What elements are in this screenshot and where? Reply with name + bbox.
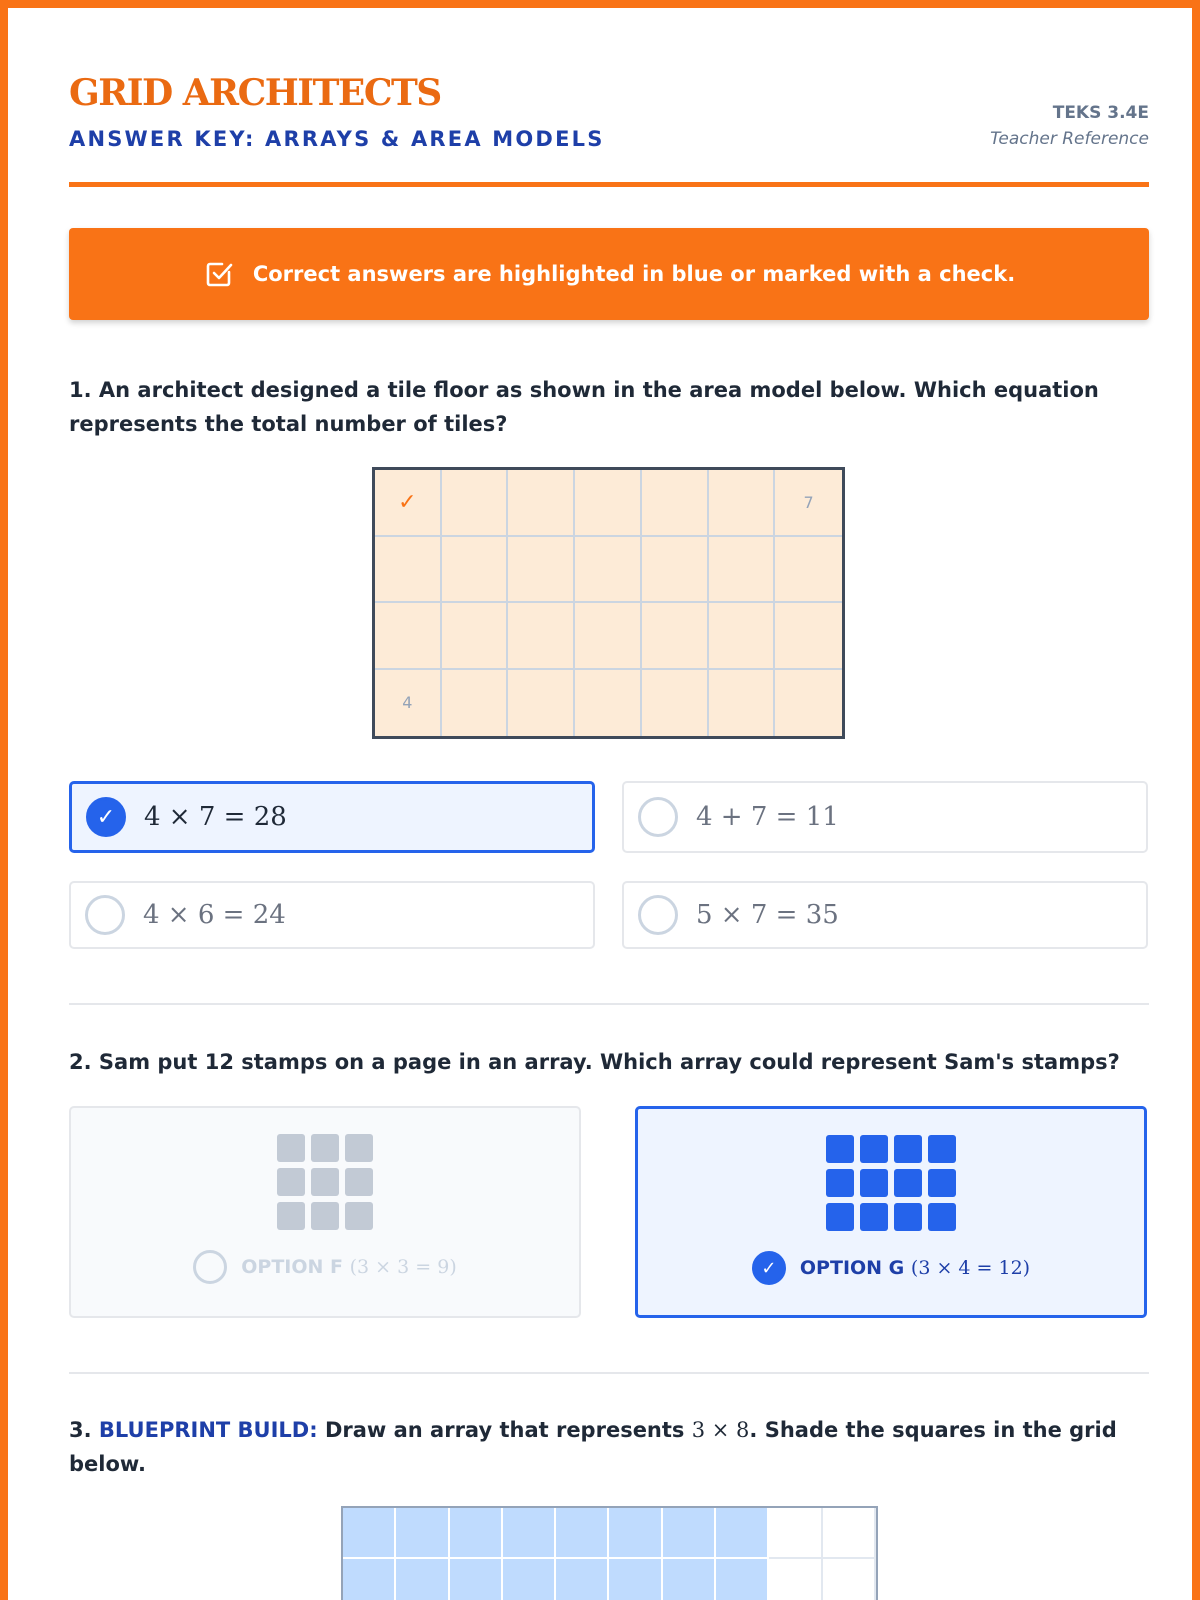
option-f-name: OPTION F xyxy=(241,1256,344,1278)
standard-code: TEKS 3.4E xyxy=(1052,103,1149,123)
stamp-square xyxy=(928,1203,956,1231)
area-grid-cell xyxy=(642,537,709,604)
blueprint-cell-shaded[interactable] xyxy=(343,1508,396,1559)
blueprint-cell-shaded[interactable] xyxy=(663,1508,716,1559)
area-grid-cell xyxy=(709,670,776,737)
stamp-square xyxy=(345,1202,373,1230)
question-3-text xyxy=(69,1413,1149,1481)
answer-key-banner xyxy=(69,228,1149,320)
option-f-equation: (3 × 3 = 9) xyxy=(349,1256,457,1278)
stamp-square xyxy=(345,1168,373,1196)
area-grid-cell xyxy=(575,670,642,737)
area-grid-cell xyxy=(375,603,442,670)
stamp-square xyxy=(894,1203,922,1231)
audience-label: Teacher Reference xyxy=(990,129,1149,149)
blueprint-cell-shaded[interactable] xyxy=(609,1508,662,1559)
radio-icon xyxy=(85,895,125,935)
area-grid-cell xyxy=(642,603,709,670)
area-grid-cell xyxy=(442,603,509,670)
blueprint-cell-shaded[interactable] xyxy=(396,1508,449,1559)
stamp-square xyxy=(860,1169,888,1197)
area-grid-cell xyxy=(709,603,776,670)
section-divider xyxy=(69,1372,1149,1374)
q3-text-after: . Shade the squares in the grid below. xyxy=(69,1418,1117,1476)
q1-option-c-text: 4 × 6 = 24 xyxy=(143,900,286,930)
area-grid-cell xyxy=(442,537,509,604)
stamp-square xyxy=(277,1134,305,1162)
area-grid-cell xyxy=(508,603,575,670)
area-grid-cell xyxy=(642,470,709,537)
page-subtitle: ANSWER KEY: ARRAYS & AREA MODELS xyxy=(69,127,605,151)
q2-option-g-label xyxy=(638,1251,1144,1285)
section-divider xyxy=(69,1003,1149,1005)
area-grid-cell xyxy=(442,670,509,737)
area-grid-cell xyxy=(508,470,575,537)
array-f xyxy=(277,1134,373,1230)
q1-option-b[interactable] xyxy=(622,781,1148,853)
blueprint-cell-shaded[interactable] xyxy=(609,1559,662,1600)
option-g-name: OPTION G xyxy=(799,1257,905,1279)
blueprint-cell[interactable] xyxy=(823,1559,876,1600)
area-grid-cell xyxy=(775,603,842,670)
area-grid-rows-label: 4 xyxy=(375,670,442,737)
header-divider xyxy=(69,182,1149,187)
question-1-text: 1. An architect designed a tile floor as shown in the area model below. Which equation represents the total number of tiles? xyxy=(69,378,1099,436)
blueprint-cell[interactable] xyxy=(769,1508,822,1559)
blueprint-cell[interactable] xyxy=(769,1559,822,1600)
q1-option-d[interactable] xyxy=(622,881,1148,949)
q3-tag: BLUEPRINT BUILD: xyxy=(98,1418,318,1442)
q1-option-d-text: 5 × 7 = 35 xyxy=(696,900,839,930)
blueprint-cell-shaded[interactable] xyxy=(716,1559,769,1600)
stamp-square xyxy=(311,1168,339,1196)
blueprint-cell-shaded[interactable] xyxy=(503,1508,556,1559)
blueprint-grid[interactable] xyxy=(341,1506,878,1600)
area-grid-cell xyxy=(575,470,642,537)
check-icon: ✓ xyxy=(752,1251,786,1285)
stamp-square xyxy=(826,1135,854,1163)
stamp-square xyxy=(894,1169,922,1197)
area-grid-cell xyxy=(709,537,776,604)
q1-option-b-text: 4 + 7 = 11 xyxy=(696,802,839,832)
check-icon: ✓ xyxy=(398,489,417,515)
q3-text-before: Draw an array that represents xyxy=(324,1418,685,1442)
radio-icon xyxy=(638,895,678,935)
q1-option-a-text: 4 × 7 = 28 xyxy=(144,802,287,832)
page-title: GRID ARCHITECTS xyxy=(69,72,441,114)
area-grid-cell xyxy=(508,537,575,604)
q3-math: 3 × 8 xyxy=(691,1418,750,1442)
checkbox-icon xyxy=(203,258,235,290)
array-g xyxy=(826,1135,956,1231)
question-2-text: 2. Sam put 12 stamps on a page in an array. Which array could represent Sam's stamps? xyxy=(69,1050,1120,1074)
area-grid-cell xyxy=(775,537,842,604)
q1-option-c[interactable] xyxy=(69,881,595,949)
q2-option-f-label xyxy=(71,1250,579,1284)
banner-text: Correct answers are highlighted in blue or marked with a check. xyxy=(252,262,1016,286)
stamp-square xyxy=(860,1203,888,1231)
stamp-square xyxy=(928,1169,956,1197)
area-grid-cell xyxy=(375,470,442,537)
stamp-square xyxy=(277,1202,305,1230)
option-g-equation: (3 × 4 = 12) xyxy=(910,1257,1031,1279)
stamp-square xyxy=(826,1203,854,1231)
blueprint-cell-shaded[interactable] xyxy=(556,1508,609,1559)
area-grid-cell xyxy=(508,670,575,737)
blueprint-cell-shaded[interactable] xyxy=(450,1508,503,1559)
radio-icon xyxy=(638,797,678,837)
area-model-grid xyxy=(372,467,845,739)
area-grid-cell xyxy=(375,537,442,604)
area-grid-cell xyxy=(442,470,509,537)
stamp-square xyxy=(311,1134,339,1162)
area-grid-cell xyxy=(642,670,709,737)
blueprint-cell-shaded[interactable] xyxy=(450,1559,503,1600)
area-grid-cell xyxy=(775,670,842,737)
stamp-square xyxy=(860,1135,888,1163)
blueprint-cell-shaded[interactable] xyxy=(343,1559,396,1600)
stamp-square xyxy=(345,1134,373,1162)
blueprint-cell-shaded[interactable] xyxy=(663,1559,716,1600)
q2-option-g-card[interactable] xyxy=(635,1106,1147,1318)
radio-icon xyxy=(193,1250,227,1284)
stamp-square xyxy=(894,1135,922,1163)
blueprint-cell-shaded[interactable] xyxy=(716,1508,769,1559)
stamp-square xyxy=(826,1169,854,1197)
area-grid-cell xyxy=(709,470,776,537)
q2-option-f-card[interactable] xyxy=(69,1106,581,1318)
blueprint-cell-shaded[interactable] xyxy=(503,1559,556,1600)
stamp-square xyxy=(311,1202,339,1230)
blueprint-cell[interactable] xyxy=(823,1508,876,1559)
q3-number: 3. xyxy=(69,1418,92,1442)
area-grid-cell xyxy=(575,603,642,670)
stamp-square xyxy=(928,1135,956,1163)
area-grid-cols-label: 7 xyxy=(775,470,842,537)
blueprint-cell-shaded[interactable] xyxy=(556,1559,609,1600)
blueprint-cell-shaded[interactable] xyxy=(396,1559,449,1600)
check-icon: ✓ xyxy=(86,797,126,837)
stamp-square xyxy=(277,1168,305,1196)
q1-option-a[interactable] xyxy=(69,781,595,853)
area-grid-cell xyxy=(575,537,642,604)
